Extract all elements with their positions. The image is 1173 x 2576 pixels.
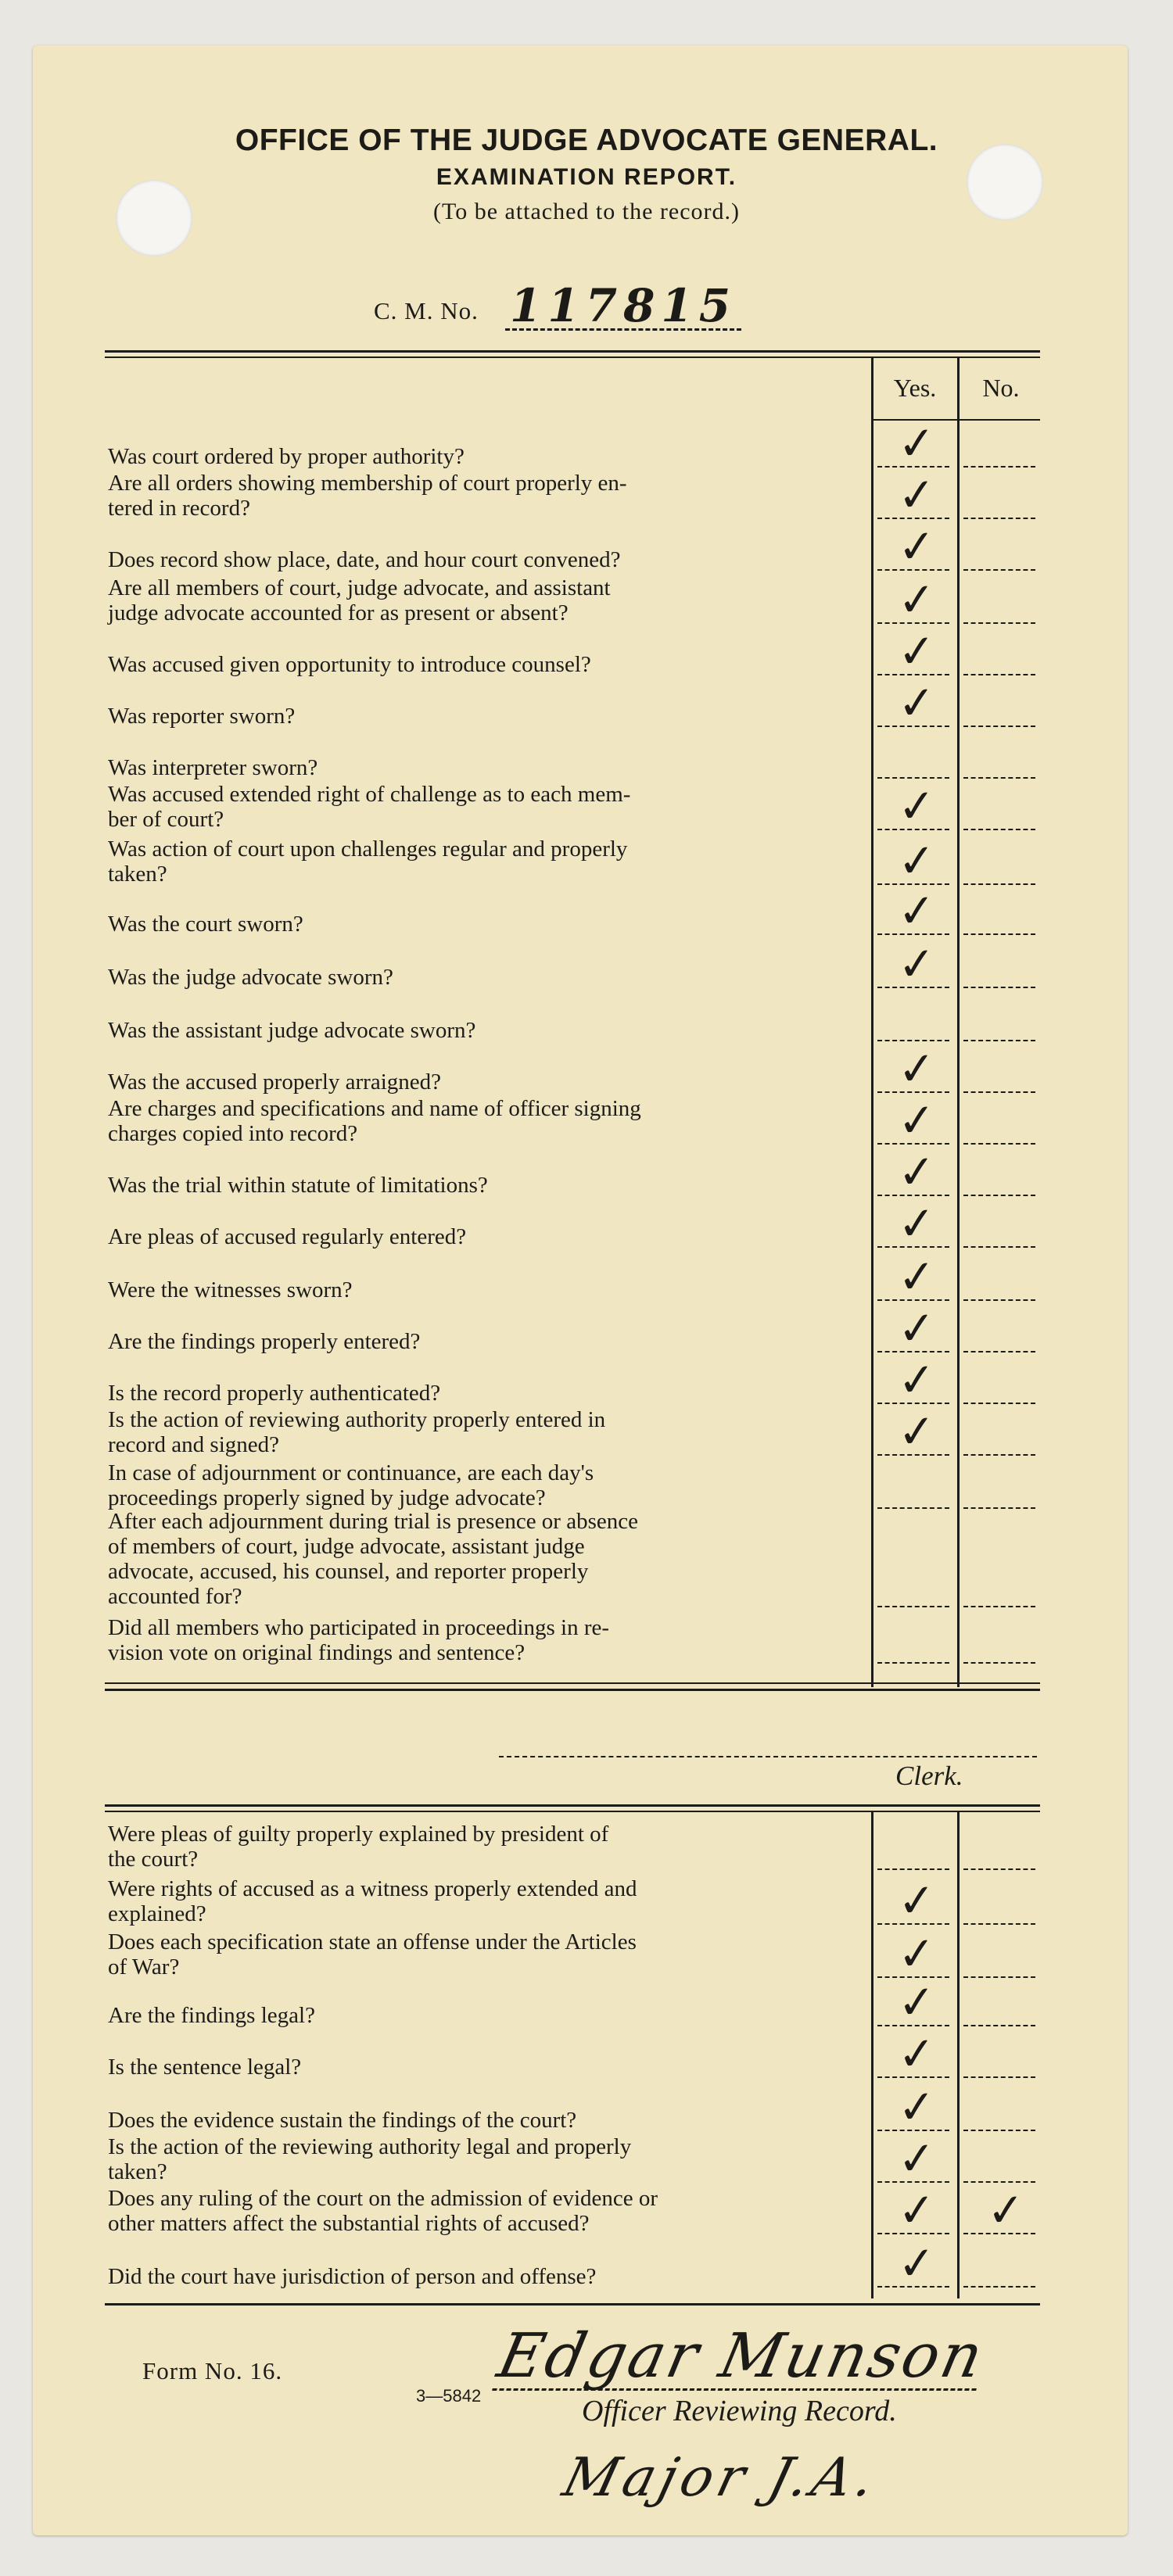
section2-yes-checkmark-icon: ✓ (895, 1974, 938, 2030)
section1-no-leader (963, 622, 1035, 624)
section1-yes-checkmark-icon: ✓ (895, 623, 938, 679)
section2-question-text: Does any ruling of the court on the admission of evidence or other matters affect the substantial rights of accused? (108, 2186, 658, 2236)
report-title: EXAMINATION REPORT. (436, 164, 737, 190)
section2-no-leader (963, 1923, 1035, 1925)
section2-yes-checkmark-icon: ✓ (895, 2235, 938, 2291)
section1-rule-2 (105, 1689, 1040, 1691)
section1-question-9 (108, 837, 866, 887)
section1-yes-checkmark-icon: ✓ (895, 467, 938, 523)
section2-question-text: Is the sentence legal? (108, 2055, 302, 2080)
section2-yes-checkmark-icon: ✓ (895, 2130, 938, 2187)
section2-question-3 (108, 1929, 866, 1979)
section1-no-leader (963, 1091, 1035, 1093)
section2-question-6 (108, 2108, 866, 2133)
section1-yes-checkmark-icon: ✓ (895, 675, 938, 731)
section2-yes-checkmark-icon: ✓ (895, 1872, 938, 1929)
section2-rule-2 (105, 1811, 1040, 1812)
section1-question-text: Were the witnesses sworn? (108, 1277, 353, 1302)
cm-number-label: C. M. No. (374, 297, 479, 324)
section1-yes-leader (877, 1507, 949, 1509)
section1-question-11 (108, 965, 866, 990)
section1-question-3 (108, 547, 866, 572)
section1-question-text: Was the accused properly arraigned? (108, 1069, 442, 1095)
section1-no-leader (963, 777, 1035, 779)
clerk-signature-line (499, 1756, 1037, 1757)
yes-column-header: Yes. (893, 374, 937, 402)
section1-yes-checkmark-icon: ✓ (895, 1092, 938, 1148)
section1-question-text: Was court ordered by proper authority? (108, 444, 465, 469)
section1-question-23 (108, 1615, 866, 1665)
section1-question-text: Was interpreter sworn? (108, 755, 318, 780)
section1-yes-checkmark-icon: ✓ (895, 1041, 938, 1097)
section1-no-leader (963, 1606, 1035, 1607)
section1-question-16 (108, 1224, 866, 1249)
section1-question-20 (108, 1407, 866, 1457)
section1-question-19 (108, 1381, 866, 1406)
section1-question-1 (108, 444, 866, 469)
officer-rank: Major J.A. (557, 2447, 886, 2509)
section1-no-leader (963, 1351, 1035, 1352)
clerk-label: Clerk. (895, 1761, 963, 1791)
section1-question-text: Are the findings properly entered? (108, 1329, 421, 1354)
section1-question-text: Was action of court upon challenges regular and properly taken? (108, 837, 628, 887)
form-number: Form No. 16. (142, 2357, 283, 2384)
cm-number-value: 117815 (505, 283, 741, 331)
section1-question-22 (108, 1509, 866, 1609)
section1-question-text: Are charges and specifications and name of officer signing charges copied into record? (108, 1096, 641, 1146)
section1-question-text: Is the action of reviewing authority properly entered in record and signed? (108, 1407, 606, 1457)
section1-no-leader (963, 569, 1035, 571)
section1-yes-leader (877, 1662, 949, 1664)
section1-no-leader (963, 883, 1035, 885)
section1-yes-checkmark-icon: ✓ (895, 883, 938, 939)
section2-question-text: Are the findings legal? (108, 2003, 315, 2028)
section1-question-text: Does record show place, date, and hour court convened? (108, 547, 621, 572)
section1-yes-checkmark-icon: ✓ (895, 1249, 938, 1305)
section2-question-text: Were pleas of guilty properly explained by president of the court? (108, 1822, 609, 1872)
section2-question-text: Did the court have jurisdiction of person and offense? (108, 2264, 597, 2289)
section2-no-leader (963, 2025, 1035, 2026)
section1-no-leader (963, 1454, 1035, 1456)
section1-question-8 (108, 782, 866, 832)
section2-col-divider-2 (957, 1812, 960, 2298)
section1-question-5 (108, 652, 866, 677)
section2-yes-checkmark-icon: ✓ (895, 2079, 938, 2135)
section1-question-text: Was reporter sworn? (108, 704, 296, 729)
section1-no-leader (963, 1246, 1035, 1248)
section1-yes-leader (877, 1606, 949, 1607)
section1-no-leader (963, 829, 1035, 830)
section2-no-leader (963, 2076, 1035, 2078)
section2-no-leader (963, 2130, 1035, 2131)
section2-yes-checkmark-icon: ✓ (895, 1926, 938, 1982)
section2-question-7 (108, 2134, 866, 2184)
section1-question-text: Was the assistant judge advocate sworn? (108, 1018, 476, 1043)
section1-no-leader (963, 1040, 1035, 1041)
section1-yes-checkmark-icon: ✓ (895, 1195, 938, 1252)
section2-yes-leader (877, 1868, 949, 1870)
section1-yes-checkmark-icon: ✓ (895, 415, 938, 471)
section1-no-leader (963, 674, 1035, 675)
attach-note: (To be attached to the record.) (432, 199, 741, 224)
top-rule (105, 350, 1040, 353)
section1-yes-checkmark-icon: ✓ (895, 936, 938, 992)
section1-no-leader (963, 518, 1035, 519)
section2-question-text: Is the action of the reviewing authority legal and properly taken? (108, 2134, 632, 2184)
section1-no-leader (963, 987, 1035, 988)
section2-no-leader (963, 2181, 1035, 2183)
col-divider-1 (871, 358, 873, 1687)
section1-yes-checkmark-icon: ✓ (895, 1300, 938, 1356)
section1-rule (105, 1682, 1040, 1684)
section2-question-4 (108, 2003, 866, 2028)
section1-question-4 (108, 575, 866, 625)
section1-no-leader (963, 933, 1035, 935)
section2-no-checkmark-icon: ✓ (985, 2182, 1027, 2238)
section1-question-10 (108, 912, 866, 937)
section1-question-15 (108, 1173, 866, 1198)
section1-no-leader (963, 1143, 1035, 1145)
section2-question-2 (108, 1876, 866, 1926)
section2-question-text: Does the evidence sustain the findings of the court? (108, 2108, 577, 2133)
section1-no-leader (963, 1195, 1035, 1196)
section1-yes-checkmark-icon: ✓ (895, 1403, 938, 1460)
section1-no-leader (963, 1299, 1035, 1301)
section1-question-2 (108, 471, 866, 521)
section1-yes-leader (877, 1040, 949, 1041)
section1-no-leader (963, 1403, 1035, 1404)
section1-question-text: Was accused given opportunity to introduce counsel? (108, 652, 591, 677)
section2-no-leader (963, 1868, 1035, 1870)
officer-signature: Edgar Munson (491, 2321, 992, 2391)
section1-yes-checkmark-icon: ✓ (895, 1352, 938, 1408)
section1-no-leader (963, 726, 1035, 727)
section1-question-text: In case of adjournment or continuance, are each day's proceedings properly signed by judge advocate? (108, 1460, 594, 1510)
section1-question-text: Are all members of court, judge advocate, and assistant judge advocate accounted for as present or absent? (108, 575, 611, 625)
section1-question-text: After each adjournment during trial is presence or absence of members of court, judge advocate, assistant judge advocate, accused, his counsel, and reporter properly accounted for? (108, 1509, 638, 1609)
section2-question-5 (108, 2055, 866, 2080)
section1-yes-checkmark-icon: ✓ (895, 1144, 938, 1200)
section2-question-text: Does each specification state an offense under the Articles of War? (108, 1929, 637, 1979)
section1-question-13 (108, 1069, 866, 1095)
section1-yes-checkmark-icon: ✓ (895, 518, 938, 575)
section1-question-text: Was the court sworn? (108, 912, 303, 937)
top-rule-2 (105, 356, 1040, 358)
section1-no-leader (963, 1507, 1035, 1509)
section2-question-8 (108, 2186, 866, 2236)
section1-question-text: Was the judge advocate sworn? (108, 965, 393, 990)
section1-question-text: Are all orders showing membership of court properly en- tered in record? (108, 471, 627, 521)
section1-question-18 (108, 1329, 866, 1354)
section1-question-text: Did all members who participated in proceedings in re- vision vote on original findings and sentence? (108, 1615, 610, 1665)
section1-question-7 (108, 755, 866, 780)
no-column-header: No. (982, 374, 1020, 402)
section1-question-21 (108, 1460, 866, 1510)
section1-no-leader (963, 466, 1035, 468)
section1-yes-checkmark-icon: ✓ (895, 571, 938, 628)
section1-question-14 (108, 1096, 866, 1146)
section2-col-divider-1 (871, 1812, 873, 2298)
section2-rule (105, 1804, 1040, 1807)
section2-no-leader (963, 2286, 1035, 2288)
section1-question-text: Are pleas of accused regularly entered? (108, 1224, 467, 1249)
print-code: 3—5842 (416, 2386, 482, 2406)
section2-no-leader (963, 1976, 1035, 1978)
section2-bottom-rule (105, 2303, 1040, 2306)
section1-question-6 (108, 704, 866, 729)
section2-yes-checkmark-icon: ✓ (895, 2026, 938, 2082)
section1-yes-checkmark-icon: ✓ (895, 833, 938, 889)
section1-question-text: Is the record properly authenticated? (108, 1381, 441, 1406)
office-title: OFFICE OF THE JUDGE ADVOCATE GENERAL. (235, 124, 938, 157)
col-divider-2 (957, 358, 960, 1687)
section1-yes-checkmark-icon: ✓ (895, 778, 938, 834)
section1-yes-leader (877, 777, 949, 779)
section1-question-text: Was accused extended right of challenge as to each mem- ber of court? (108, 782, 631, 832)
officer-reviewing-label: Officer Reviewing Record. (582, 2395, 897, 2427)
section1-question-12 (108, 1018, 866, 1043)
section2-yes-checkmark-icon: ✓ (895, 2182, 938, 2238)
section1-question-text: Was the trial within statute of limitations? (108, 1173, 488, 1198)
section2-question-9 (108, 2264, 866, 2289)
section1-no-leader (963, 1662, 1035, 1664)
section1-question-17 (108, 1277, 866, 1302)
section2-question-text: Were rights of accused as a witness properly extended and explained? (108, 1876, 637, 1926)
section2-question-1 (108, 1822, 866, 1872)
